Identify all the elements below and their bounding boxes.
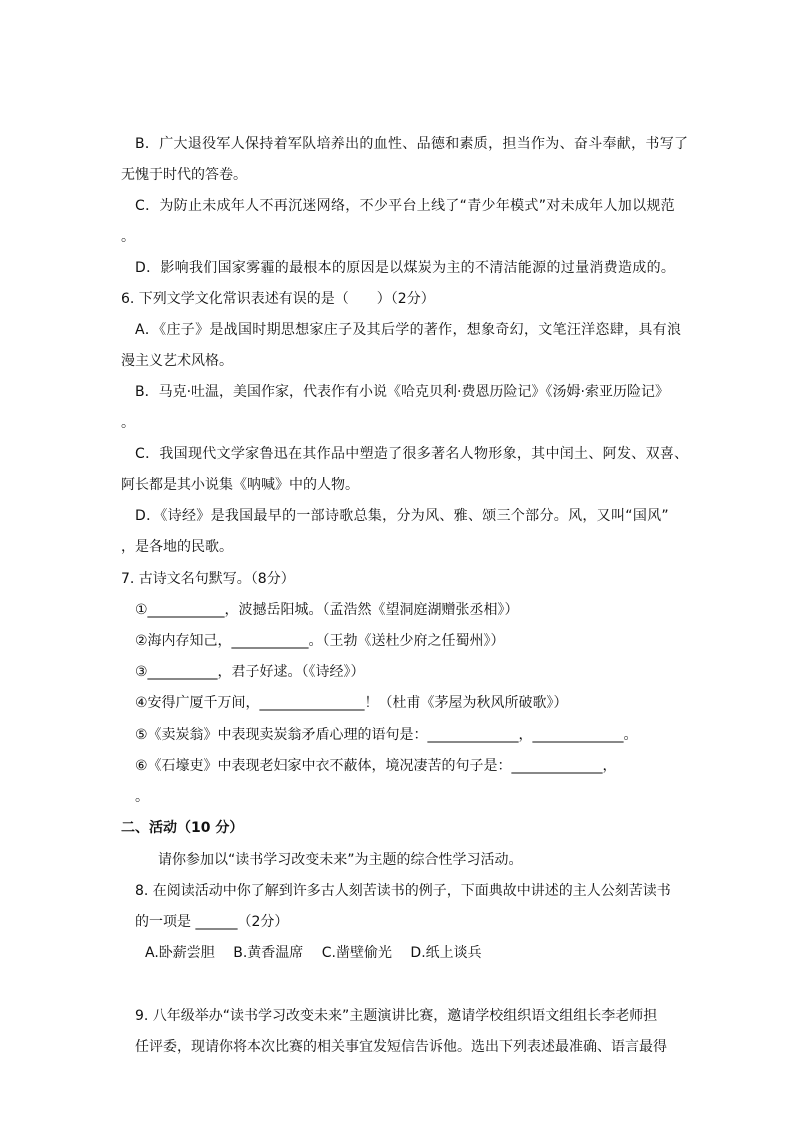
option-6b-line2: 。 xyxy=(121,415,135,431)
option-6d-line2: ，是各地的民歌。 xyxy=(121,539,233,555)
question-7-item-6: ⑥《石壕吏》中表现老妇家中衣不蔽体，境况凄苦的句子是：_____________， xyxy=(135,758,617,774)
option-6a-line1: A．《庄子》是战国时期思想家庄子及其后学的著作，想象奇幻，文笔汪洋恣肆，具有浪 xyxy=(135,322,682,338)
option-6d-line1: D．《诗经》是我国最早的一部诗歌总集，分为风、雅、颂三个部分。风，又叫“国风” xyxy=(135,508,669,524)
option-5d: D．影响我们国家雾霾的最根本的原因是以煤炭为主的不清洁能源的过量消费造成的。 xyxy=(135,260,676,276)
question-8-line2: 的一项是 ______（2分） xyxy=(135,914,289,930)
option-5b-line2: 无愧于时代的答卷。 xyxy=(121,167,247,183)
option-6a-line2: 漫主义艺术风格。 xyxy=(121,353,233,369)
question-7-item-4: ④安得广厦千万间，_______________！（杜甫《茅屋为秋风所破歌》） xyxy=(135,695,568,711)
option-6b-line1: B．马克·吐温，美国作家，代表作有小说《哈克贝利·费恩历险记》《汤姆·索亚历险记》 xyxy=(135,384,669,400)
question-6: 6. 下列文学文化常识表述有误的是（ ）（2分） xyxy=(121,291,435,307)
question-9-line1: 9. 八年级举办“读书学习改变未来”主题演讲比赛，邀请学校组织语文组组长李老师担 xyxy=(135,1008,658,1024)
question-7-item-1: ①___________，波撼岳阳城。（孟浩然《望洞庭湖赠张丞相》） xyxy=(135,602,519,618)
option-6c-line1: C．我国现代文学家鲁迅在其作品中塑造了很多著名人物形象，其中闰土、阿发、双喜、 xyxy=(135,446,689,462)
question-7-item-3: ③__________，君子好逑。（《诗经》） xyxy=(135,664,365,680)
option-5b-line1: B．广大退役军人保持着军队培养出的血性、品德和素质，担当作为、奋斗奉献，书写了 xyxy=(135,136,689,152)
question-8-line1: 8. 在阅读活动中你了解到许多古人刻苦读书的例子，下面典故中讲述的主人公刻苦读书 xyxy=(135,883,671,899)
question-8-options: A.卧薪尝胆 B.黄香温席 C.凿壁偷光 D.纸上谈兵 xyxy=(145,945,482,961)
option-5c-line2: 。 xyxy=(121,229,135,245)
option-5c-line1: C．为防止未成年人不再沉迷网络，不少平台上线了“青少年模式”对未成年人加以规范 xyxy=(135,198,675,214)
question-7: 7. 古诗文名句默写。（8分） xyxy=(121,571,295,587)
section-2-heading: 二、活动（10 分） xyxy=(121,820,244,836)
question-9-line2: 任评委，现请你将本次比赛的相关事宜发短信告诉他。选出下列表述最准确、语言最得 xyxy=(135,1039,667,1055)
question-7-item-5: ⑤《卖炭翁》中表现卖炭翁矛盾心理的语句是：_____________，_____________。 xyxy=(135,727,638,743)
section-2-intro: 请你参加以“读书学习改变未来”为主题的综合性学习活动。 xyxy=(158,852,523,868)
question-7-item-6-line2: 。 xyxy=(135,789,149,805)
question-7-item-2: ②海内存知己，___________。（王勃《送杜少府之任蜀州》） xyxy=(135,633,505,649)
option-6c-line2: 阿长都是其小说集《呐喊》中的人物。 xyxy=(121,477,359,493)
